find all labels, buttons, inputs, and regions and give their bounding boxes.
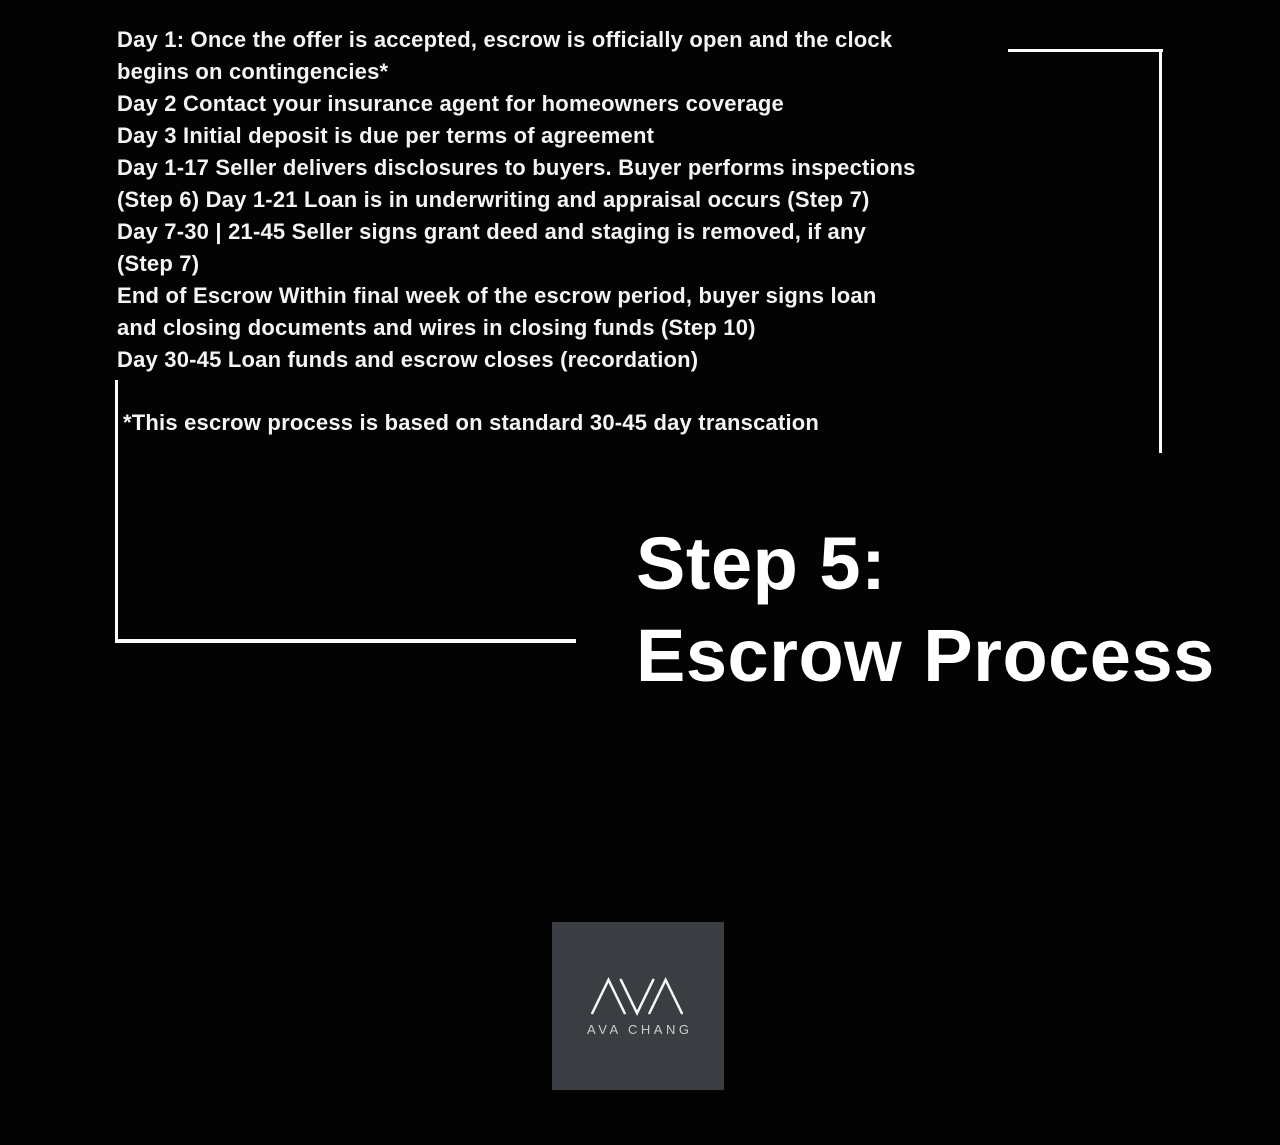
brand-name-label: AVA CHANG (587, 1022, 693, 1037)
timeline-line: End of Escrow Within final week of the escrow period, buyer signs loan (117, 283, 877, 308)
timeline-line: (Step 7) (117, 251, 200, 276)
timeline-line: and closing documents and wires in closing funds (Step 10) (117, 315, 756, 340)
bottom-left-bracket-horizontal-line (115, 639, 576, 643)
slide-title (636, 518, 1215, 702)
timeline-line: Day 1: Once the offer is accepted, escrow is officially open and the clock (117, 27, 893, 52)
timeline-line: begins on contingencies* (117, 59, 389, 84)
slide-title-line2: Escrow Process (636, 614, 1215, 697)
brand-logo-block (552, 922, 724, 1090)
top-right-bracket-horizontal-line (1008, 49, 1163, 52)
escrow-timeline-text (117, 24, 916, 376)
ava-monogram-icon (586, 976, 690, 1016)
bottom-left-bracket-vertical-line (115, 380, 118, 643)
timeline-footnote: *This escrow process is based on standard 30-45 day transcation (123, 410, 820, 435)
slide-title-line1: Step 5: (636, 522, 887, 605)
timeline-line: Day 30-45 Loan funds and escrow closes (recordation) (117, 347, 699, 372)
timeline-line: Day 7-30 | 21-45 Seller signs grant deed and staging is removed, if any (117, 219, 867, 244)
timeline-line: Day 3 Initial deposit is due per terms of agreement (117, 123, 655, 148)
timeline-line: Day 2 Contact your insurance agent for homeowners coverage (117, 91, 784, 116)
top-right-bracket-vertical-line (1159, 49, 1162, 453)
timeline-line: (Step 6) Day 1-21 Loan is in underwriting and appraisal occurs (Step 7) (117, 187, 870, 212)
timeline-line: Day 1-17 Seller delivers disclosures to buyers. Buyer performs inspections (117, 155, 916, 180)
